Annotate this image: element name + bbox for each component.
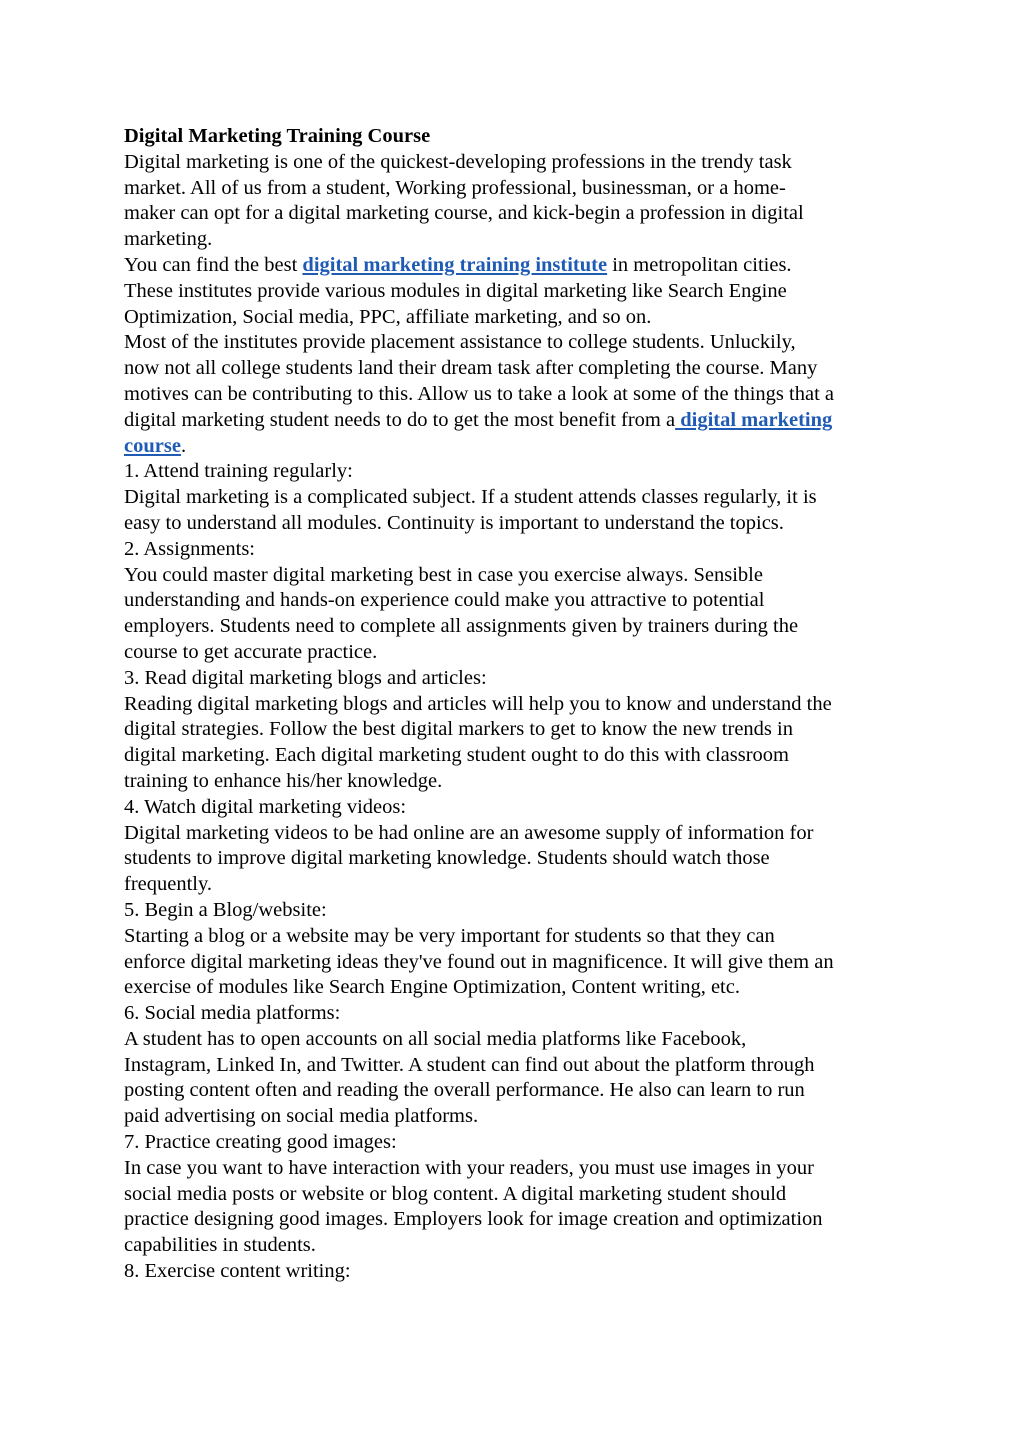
document-title: Digital Marketing Training Course — [124, 125, 431, 147]
section-heading: 4. Watch digital marketing videos: — [124, 795, 407, 818]
institute-text-before: You can find the best — [124, 253, 303, 276]
section-heading: 8. Exercise content writing: — [124, 1260, 351, 1283]
training-institute-link[interactable]: digital marketing training institute — [302, 253, 608, 276]
section-body: You could master digital marketing best in case you exercise always. Sensible understanding and hands-on experience could make you attractive to potential employers. Students need to complete all assignments given by trainers during the course to get accurate practice. — [124, 563, 799, 663]
course-link-line1: digital marketing — [675, 408, 833, 431]
section-heading: 5. Begin a Blog/website: — [124, 898, 327, 921]
section-body: Digital marketing is a complicated subject. If a student attends classes regularly, it is easy to understand all modules. Continuity is important to understand the topics. — [124, 486, 817, 534]
section-body: Starting a blog or a website may be very important for students so that they can enforce digital marketing ideas they've found out in magnificence. It will give them an exercise of modules like Search Engine Optimization, Content writing, etc. — [124, 924, 834, 999]
section-heading: 7. Practice creating good images: — [124, 1131, 397, 1154]
institute-paragraph — [124, 253, 914, 330]
placement-text-after: . — [180, 434, 187, 457]
placement-paragraph — [124, 330, 914, 459]
section-heading: 3. Read digital marketing blogs and articles: — [124, 666, 487, 689]
intro-paragraph: Digital marketing is one of the quickest-developing professions in the trendy task market. All of us from a student, Working professional, businessman, or a home- maker can opt for a digital marketing course, and kick-begin a profession in digital marketing. — [124, 150, 804, 251]
institute-text-after: in metropolitan cities. These institutes provide various modules in digital marketing like Search Engine Optimization, Social media, PPC, affiliate marketing, and so on. — [124, 253, 792, 328]
section-heading: 6. Social media platforms: — [124, 1002, 341, 1025]
document-page — [124, 124, 914, 1285]
section-body: A student has to open accounts on all social media platforms like Facebook, Instagram, Linked In, and Twitter. A student can find out about the platform through posting content often and reading the overall performance. He also can learn to run paid advertising on social media platforms. — [124, 1027, 815, 1128]
section-body: Reading digital marketing blogs and articles will help you to know and understand the digital strategies. Follow the best digital markers to get to know the new trends in digital marketing. Each digital marketing student ought to do this with classroom training to enhance his/her knowledge. — [124, 692, 832, 792]
section-body: Digital marketing videos to be had online are an awesome supply of information for students to improve digital marketing knowledge. Students should watch those frequently. — [124, 821, 814, 896]
course-link-line2: course — [124, 434, 181, 457]
section-heading: 1. Attend training regularly: — [124, 460, 353, 483]
section-body: In case you want to have interaction with your readers, you must use images in your social media posts or website or blog content. A digital marketing student should practice designing good images. Employers look for image creation and optimization capabilities in students. — [124, 1156, 823, 1257]
section-heading: 2. Assignments: — [124, 537, 255, 560]
placement-text-before: Most of the institutes provide placement assistance to college students. Unluckily, now not all college students land their dream task after completing the course. Many motives can be contributing to this. Allow us to take a look at some of the things that a digital marketing student needs to do to get the most benefit from a — [124, 331, 834, 431]
